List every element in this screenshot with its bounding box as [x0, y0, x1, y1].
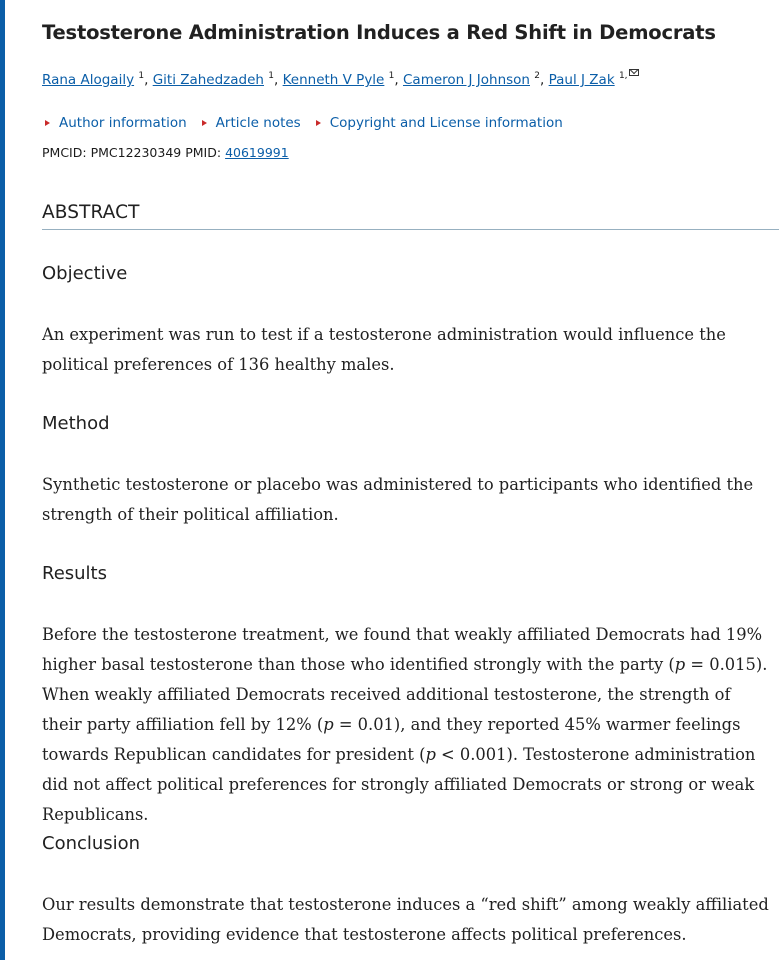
results-text-part: = 0.015). When weakly affiliated Democrats received additional testosterone, the strength of their party affiliation fell by 12% (: [42, 655, 768, 734]
method-heading: Method: [42, 413, 110, 434]
author-link[interactable]: Giti Zahedzadeh: [152, 72, 264, 88]
pmcid-label: PMCID:: [42, 145, 87, 160]
author-affiliation: 1: [268, 71, 275, 81]
article-title: Testosterone Administration Induces a Red Shift in Democrats: [42, 21, 716, 44]
objective-text: An experiment was run to test if a testosterone administration would influence the political preferences of 136 healthy males.: [42, 325, 726, 374]
author-information-label: Author information: [59, 115, 187, 131]
author-affiliation: 2: [534, 71, 541, 81]
author-link[interactable]: Paul J Zak: [548, 72, 615, 88]
copyright-toggle[interactable]: [313, 115, 563, 131]
article-info-links: [42, 115, 563, 131]
method-text: Synthetic testosterone or placebo was administered to participants who identified the strength of their political affiliation.: [42, 475, 754, 524]
triangle-right-icon: [45, 120, 50, 126]
conclusion-heading: Conclusion: [42, 833, 141, 854]
abstract-heading: ABSTRACT: [42, 202, 140, 223]
copyright-label: Copyright and License information: [329, 115, 563, 131]
results-text-part: < 0.001). Testosterone administration did not affect political preferences for strongly affiliated Democrats or strong or weak Republicans.: [42, 745, 756, 824]
pmcid-value: PMC12230349: [90, 145, 182, 160]
p-value-symbol: p: [425, 745, 436, 764]
results-text: [42, 620, 772, 830]
triangle-right-icon: [202, 120, 207, 126]
author-link[interactable]: Cameron J Johnson: [403, 72, 530, 88]
left-accent-bar: [0, 0, 5, 960]
pmid-link[interactable]: 40619991: [225, 145, 289, 160]
mail-icon[interactable]: [629, 69, 639, 76]
author-affiliation: 1: [388, 71, 395, 81]
author-affiliation: 1,: [618, 71, 628, 81]
author-link[interactable]: Kenneth V Pyle: [282, 72, 385, 88]
author-list: Rana Alogaily $^1$, Giti Zahedzadeh $^1$, Kenneth V Pyle $^1$, Cameron J Johnson $^2$, Paul J Zak $^{1,}$: [42, 69, 639, 88]
results-text-part: Before the testosterone treatment, we found that weakly affiliated Democrats had 19% higher basal testosterone than those who identified strongly with the party (: [42, 625, 763, 674]
article-notes-label: Article notes: [215, 115, 301, 131]
author-link[interactable]: Rana Alogaily: [42, 72, 135, 88]
triangle-right-icon: [316, 120, 321, 126]
results-text-part: = 0.01), and they reported 45% warmer feelings towards Republican candidates for president (: [42, 715, 741, 764]
p-value-symbol: p: [674, 655, 686, 674]
article-ids: [42, 145, 289, 160]
conclusion-text: Our results demonstrate that testosterone induces a “red shift” among weakly affiliated Democrats, providing evidence that testosterone affects political preferences.: [42, 895, 769, 944]
article-notes-toggle[interactable]: [199, 115, 301, 131]
objective-heading: Objective: [42, 263, 128, 284]
pmid-label: PMID:: [185, 145, 222, 160]
p-value-symbol: p: [323, 715, 334, 734]
author-information-toggle[interactable]: [42, 115, 187, 131]
abstract-divider: [42, 229, 779, 230]
author-affiliation: 1: [138, 71, 145, 81]
results-heading: Results: [42, 563, 107, 584]
